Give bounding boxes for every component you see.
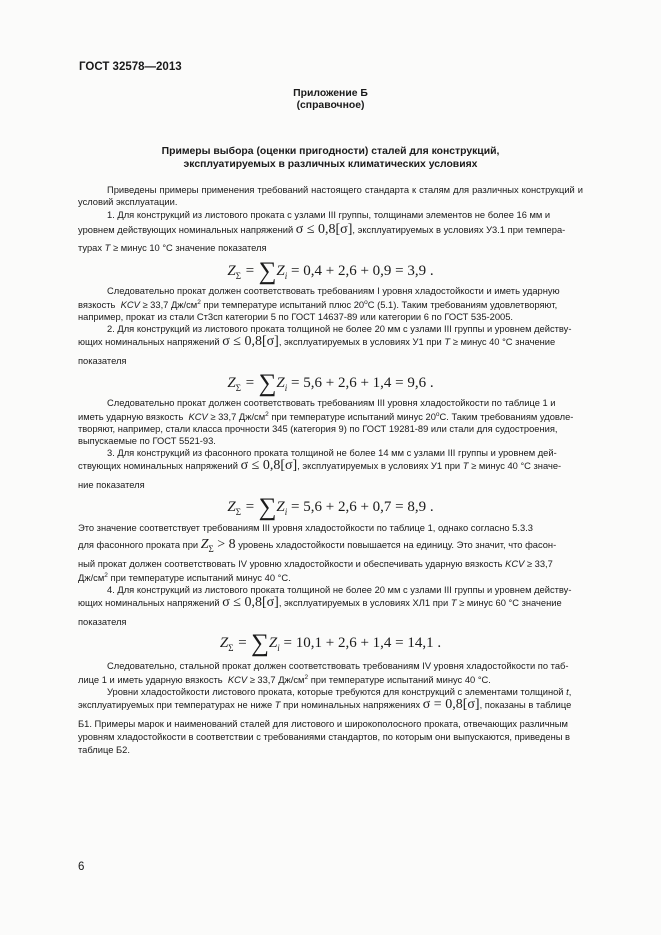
formula-4: $Z_\Sigma = \sum Z_i = 10,1 + 2,6 + 1,4 = 14,1$ . [219,630,442,657]
ex3-conclusion-2: ный прокат должен соответствовать IV уровню хладостойкости и обеспечивать ударную вязкость KCV ≥ 33,7 $Дж/см^2$ при температуре испытаний минус 40 °С. 4. Для конструкций из листового проката толщиной не более 20 мм с узлами III группы и уровнем действу- [78,558,583,596]
sigma-condition-2: σ ≤ 0,8[σ] [222,334,279,349]
page-number: 6 [78,861,85,873]
ex1-math-line: уровнем действующих номинальных напряжений σ ≤ 0,8[σ], эксплуатируемых в условиях У3.1 при темпера- [78,222,566,237]
sigma-condition-1: σ ≤ 0,8[σ] [295,222,353,237]
ex3-line1: 3. Для конструкций из фасонного проката толщиной не более 14 мм с узлами III группы и уровнем дей- [107,448,557,459]
appendix-note: (справочное) [296,100,365,111]
sigma-condition-4: σ ≤ 0,8[σ] [222,595,279,610]
ex4-label: показателя [78,617,127,627]
sigma-equality: σ = 0,8[σ] [422,697,480,712]
standard-header: ГОСТ 32578—2013 [79,61,182,73]
intro-paragraph: Приведены примеры применения требований настоящего стандарта к сталям для различных конструкций и условий эксплуатации. [78,185,583,207]
ex2-line1: 2. Для конструкций из листового проката толщиной не более 20 мм с узлами III группы и уровнем действу- [107,324,572,335]
formula-1: $Z_\Sigma = \sum Z_i = 0,4 + 2,6 + 0,9 = 3,9$ . [227,258,434,285]
final-paragraph: Б1. Примеры марок и наименований сталей для листового и широкополосного проката, отвечающих различным уровням хладостойкости в соответствии с требованиями стандартов, по которым они выпускаются, приведены в таблице Б2. [78,719,571,755]
ex4-line1: 4. Для конструкций из листового проката толщиной не более 20 мм с узлами III группы и уровнем действу- [107,585,572,596]
ex2-label: показателя [78,356,127,366]
sigma-condition-3: σ ≤ 0,8[σ] [240,458,298,473]
intro-block [78,184,583,221]
ex2-math-line: ющих номинальных напряжений σ ≤ 0,8[σ], эксплуатируемых в условиях У1 при T ≥ минус 40 °С значение [78,334,556,349]
final-math-line: эксплуатируемых при температурах не ниже T при номинальных напряжениях σ = 0,8[σ], показаны в таблице [78,697,572,712]
ex2-conclusion: Следовательно прокат должен соответствовать требованиям III уровня хладостойкости по таблице 1 и иметь ударную вязкость KCV ≥ 33,7 $Дж/см^2$ при температуре испытаний минус $20^оС$. Таким требованиям удовле- творяют, например, стали класса прочности 345 (категория 9) по ГОСТ 19281-89 или стали для судостроения, выпускаемые по ГОСТ 5521-93. 3. Для конструкций из фасонного проката толщиной не более 14 мм с узлами III группы и уровнем дей- [78,397,583,459]
formula-3: $Z_\Sigma = \sum Z_i = 5,6 + 2,6 + 0,7 = 8,9$ . [227,494,434,521]
ex3-conclusion-1: Это значение соответствует требованиям III уровня хладостойкости по таблице 1, однако согласно 5.3.3 [78,523,533,533]
ex3-label: ние показателя [78,480,145,490]
ex1-conclusion: Следовательно прокат должен соответствовать требованиям I уровня хладостойкости и иметь ударную вязкость KCV ≥ 33,7 $Дж/см^2$ при температуре испытаний плюс $20^оС$ (5.1). Таким требованиям удовлетворяют, например, прокат из стали Ст3сп категории 5 по ГОСТ 14637-89 или категории 6 по ГОСТ 535-2005. 2. Для конструкций из листового проката толщиной не более 20 мм с узлами III группы и уровнем действу- [78,285,583,335]
ex3-zgt8-line: для фасонного проката при $Z_\Sigma > 8$ уровень хладостойкости повышается на единицу. Это значит, что фасон- [78,537,557,554]
ex1-temp-line: турах T ≥ минус 10 °С значение показателя [78,243,267,253]
appendix-title: Приложение Б [293,88,368,99]
ex1-line1: 1. Для конструкций из листового проката с узлами III группы, толщинами элементов не более 16 мм и [107,210,551,220]
ex4-conclusion: Следовательно, стальной прокат должен соответствовать требованиям IV уровня хладостойкости по таб- лице 1 и иметь ударную вязкость KCV ≥ 33,7 $Дж/см^2$ при температуре испытаний минус 40 °С. Уровни хладостойкости листового проката, которые требуются для конструкций с элементами толщиной t, [78,661,572,698]
section-title-line1: Примеры выбора (оценки пригодности) сталей для конструкций, [161,146,500,157]
formula-2: $Z_\Sigma = \sum Z_i = 5,6 + 2,6 + 1,4 = 9,6$ . [227,370,434,397]
section-title-line2: эксплуатируемых в различных климатических условиях [183,159,478,170]
ex4-math-line: ющих номинальных напряжений σ ≤ 0,8[σ], эксплуатируемых в условиях ХЛ1 при T ≥ минус 60 °С значение [78,595,562,610]
ex3-math-line: ствующих номинальных напряжений σ ≤ 0,8[σ], эксплуатируемых в условиях У1 при T ≥ минус 40 °С значе- [78,458,562,473]
